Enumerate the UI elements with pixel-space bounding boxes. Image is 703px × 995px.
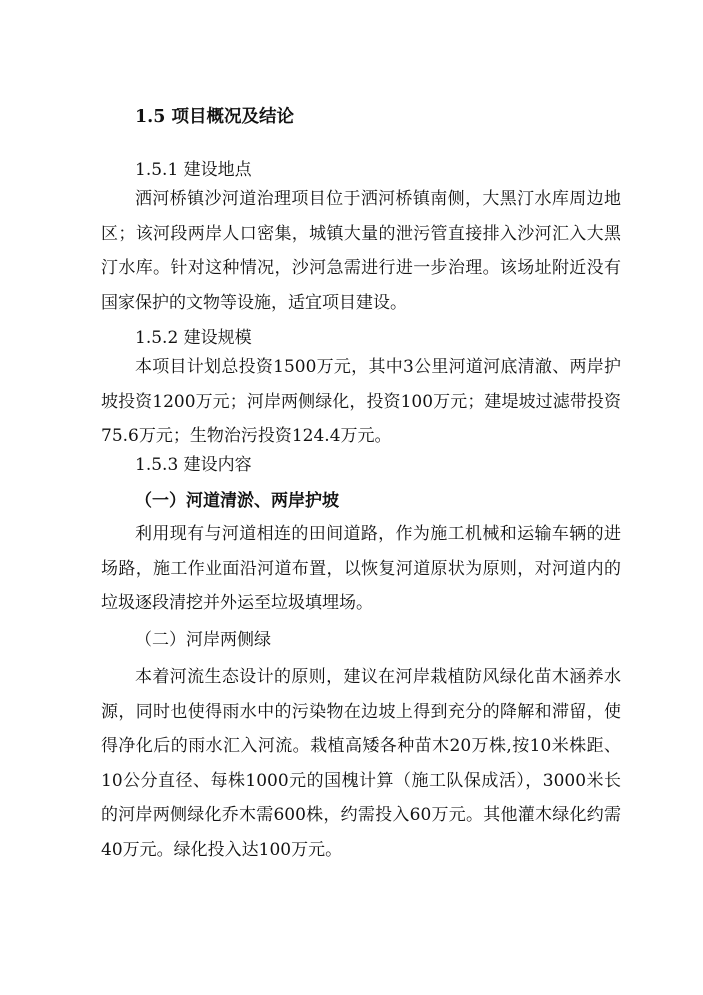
paragraph-dredging: 利用现有与河道相连的田间道路，作为施工机械和运输车辆的进场路，施工作业面沿河道布置，以恢复河道原状为原则，对河道内的垃圾逐段清挖并外运至垃圾填埋场。 [101,524,621,613]
subsection-heading-content: 1.5.3 建设内容 [135,455,252,475]
paragraph-location: 洒河桥镇沙河道治理项目位于洒河桥镇南侧，大黑汀水库周边地区；该河段两岸人口密集，城镇大量的泄污管直接排入沙河汇入大黑汀水库。针对这种情况，沙河急需进行进一步治理。该场址附近没有国家保护的文物等设施，适宜项目建设。 [101,189,621,313]
paragraph-greening: 本着河流生态设计的原则，建议在河岸栽植防风绿化苗木涵养水源，同时也使得雨水中的污染物在边坡上得到充分的降解和滞留，使得净化后的雨水汇入河流。栽植高矮各种苗木20万株,按10米株距、10公分直径、每株1000元的国槐计算（施工队保成活），3000米长的河岸两侧绿化乔木需600株，约需投入60万元。其他灌木绿化约需40万元。绿化投入达100万元。 [101,667,621,860]
paragraph-scale: 本项目计划总投资1500万元，其中3公里河道河底清澈、两岸护坡投资1200万元；河岸两侧绿化，投资100万元；建堤坡过滤带投资75.6万元；生物治污投资124.4万元。 [101,357,621,446]
subsection-heading-scale: 1.5.2 建设规模 [135,328,252,348]
item-heading-greening: （二）河岸两侧绿 [135,630,271,650]
item-heading-dredging: （一）河道清淤、两岸护坡 [135,491,339,511]
section-heading-1-5: 1.5 项目概况及结论 [135,107,295,127]
subsection-heading-location: 1.5.1 建设地点 [135,160,252,180]
